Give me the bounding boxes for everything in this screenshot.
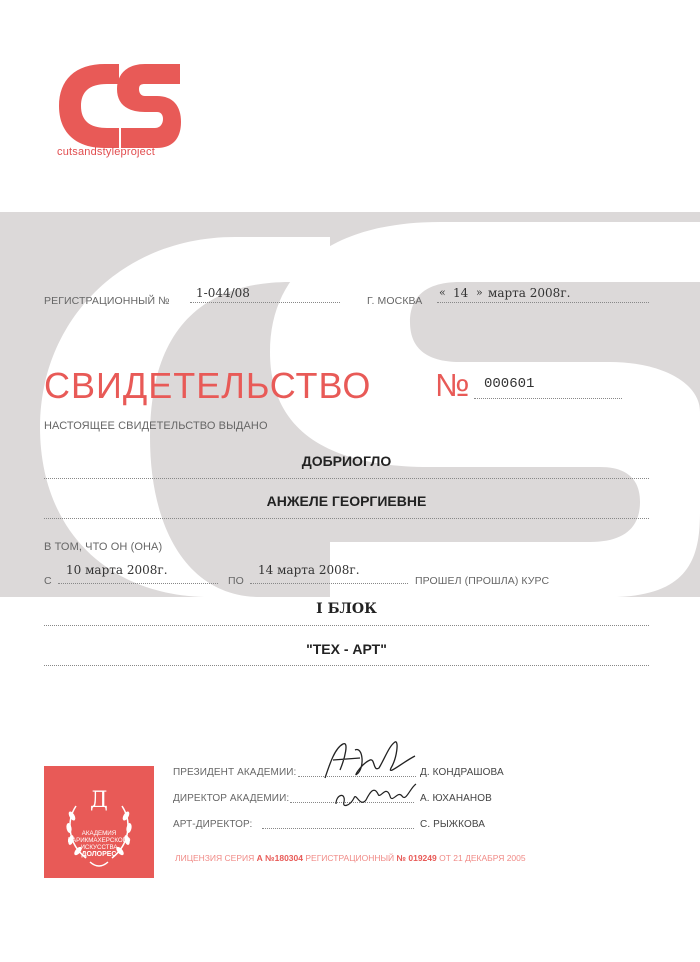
from-date: 10 марта 2008г. bbox=[66, 563, 168, 577]
certificate-number: 000601 bbox=[484, 376, 535, 392]
registration-number: 1-044/08 bbox=[196, 286, 250, 300]
completed-label: ПРОШЕЛ (ПРОШЛА) КУРС bbox=[415, 575, 550, 587]
director-signature bbox=[330, 778, 420, 814]
license-reg-number: № 019249 bbox=[396, 853, 437, 863]
course-name: "ТЕХ - АРТ" bbox=[306, 641, 387, 657]
course-block: I БЛОК bbox=[316, 601, 377, 617]
date-open-quote: « bbox=[439, 286, 446, 299]
emblem-letter: Д bbox=[90, 788, 108, 813]
date-close-quote: » bbox=[476, 286, 483, 299]
to-date: 14 марта 2008г. bbox=[258, 563, 360, 577]
surname-line bbox=[44, 478, 649, 479]
art-director-label: АРТ-ДИРЕКТОР: bbox=[173, 819, 253, 830]
director-label: ДИРЕКТОР АКАДЕМИИ: bbox=[173, 793, 290, 804]
president-name: Д. КОНДРАШОВА bbox=[420, 767, 504, 778]
art-director-line bbox=[262, 828, 414, 829]
date-day: 14 bbox=[453, 286, 469, 300]
issued-label: НАСТОЯЩЕЕ СВИДЕТЕЛЬСТВО ВЫДАНО bbox=[44, 420, 268, 432]
from-label: С bbox=[44, 575, 52, 587]
from-date-line bbox=[58, 583, 218, 584]
date-line bbox=[437, 302, 649, 303]
number-sign: № bbox=[435, 367, 470, 403]
registration-line bbox=[190, 302, 340, 303]
emblem-text-line4: ДОЛОРЕС bbox=[81, 851, 117, 858]
recipient-given-names: АНЖЕЛЕ ГЕОРГИЕВНЕ bbox=[266, 493, 427, 509]
to-date-line bbox=[250, 583, 408, 584]
brand-tagline: cutsandstyleproject bbox=[57, 146, 155, 158]
emblem-text bbox=[60, 830, 138, 858]
director-name: А. ЮХАНАНОВ bbox=[420, 793, 492, 804]
laurel-wreath-icon bbox=[44, 766, 154, 878]
registration-label: РЕГИСТРАЦИОННЫЙ № bbox=[44, 295, 170, 307]
art-director-name: С. РЫЖКОВА bbox=[420, 819, 486, 830]
course-name-line bbox=[44, 665, 649, 666]
certificate-number-line bbox=[474, 398, 622, 399]
license-prefix: ЛИЦЕНЗИЯ СЕРИЯ bbox=[175, 853, 255, 863]
statement-label: В ТОМ, ЧТО ОН (ОНА) bbox=[44, 541, 163, 553]
emblem-text-line3: ИСКУССТВА bbox=[80, 844, 118, 851]
certificate-title: СВИДЕТЕЛЬСТВО bbox=[44, 365, 372, 406]
license-line bbox=[175, 853, 526, 863]
license-series: А №180304 bbox=[256, 853, 303, 863]
to-label: ПО bbox=[228, 575, 244, 587]
cs-logo bbox=[57, 62, 182, 150]
date-month-year: марта 2008г. bbox=[488, 286, 571, 300]
course-block-line bbox=[44, 625, 649, 626]
academy-emblem bbox=[44, 766, 154, 878]
license-middle: РЕГИСТРАЦИОННЫЙ bbox=[305, 853, 395, 863]
given-names-line bbox=[44, 518, 649, 519]
license-suffix: ОТ 21 ДЕКАБРЯ 2005 bbox=[439, 853, 526, 863]
emblem-text-line1: АКАДЕМИЯ bbox=[81, 830, 117, 837]
recipient-surname: ДОБРИОГЛО bbox=[301, 453, 392, 469]
president-label: ПРЕЗИДЕНТ АКАДЕМИИ: bbox=[173, 767, 297, 778]
emblem-text-line2: ПАРИКМАХЕРСКОГО bbox=[67, 837, 131, 844]
city-label: Г. МОСКВА bbox=[367, 295, 423, 307]
